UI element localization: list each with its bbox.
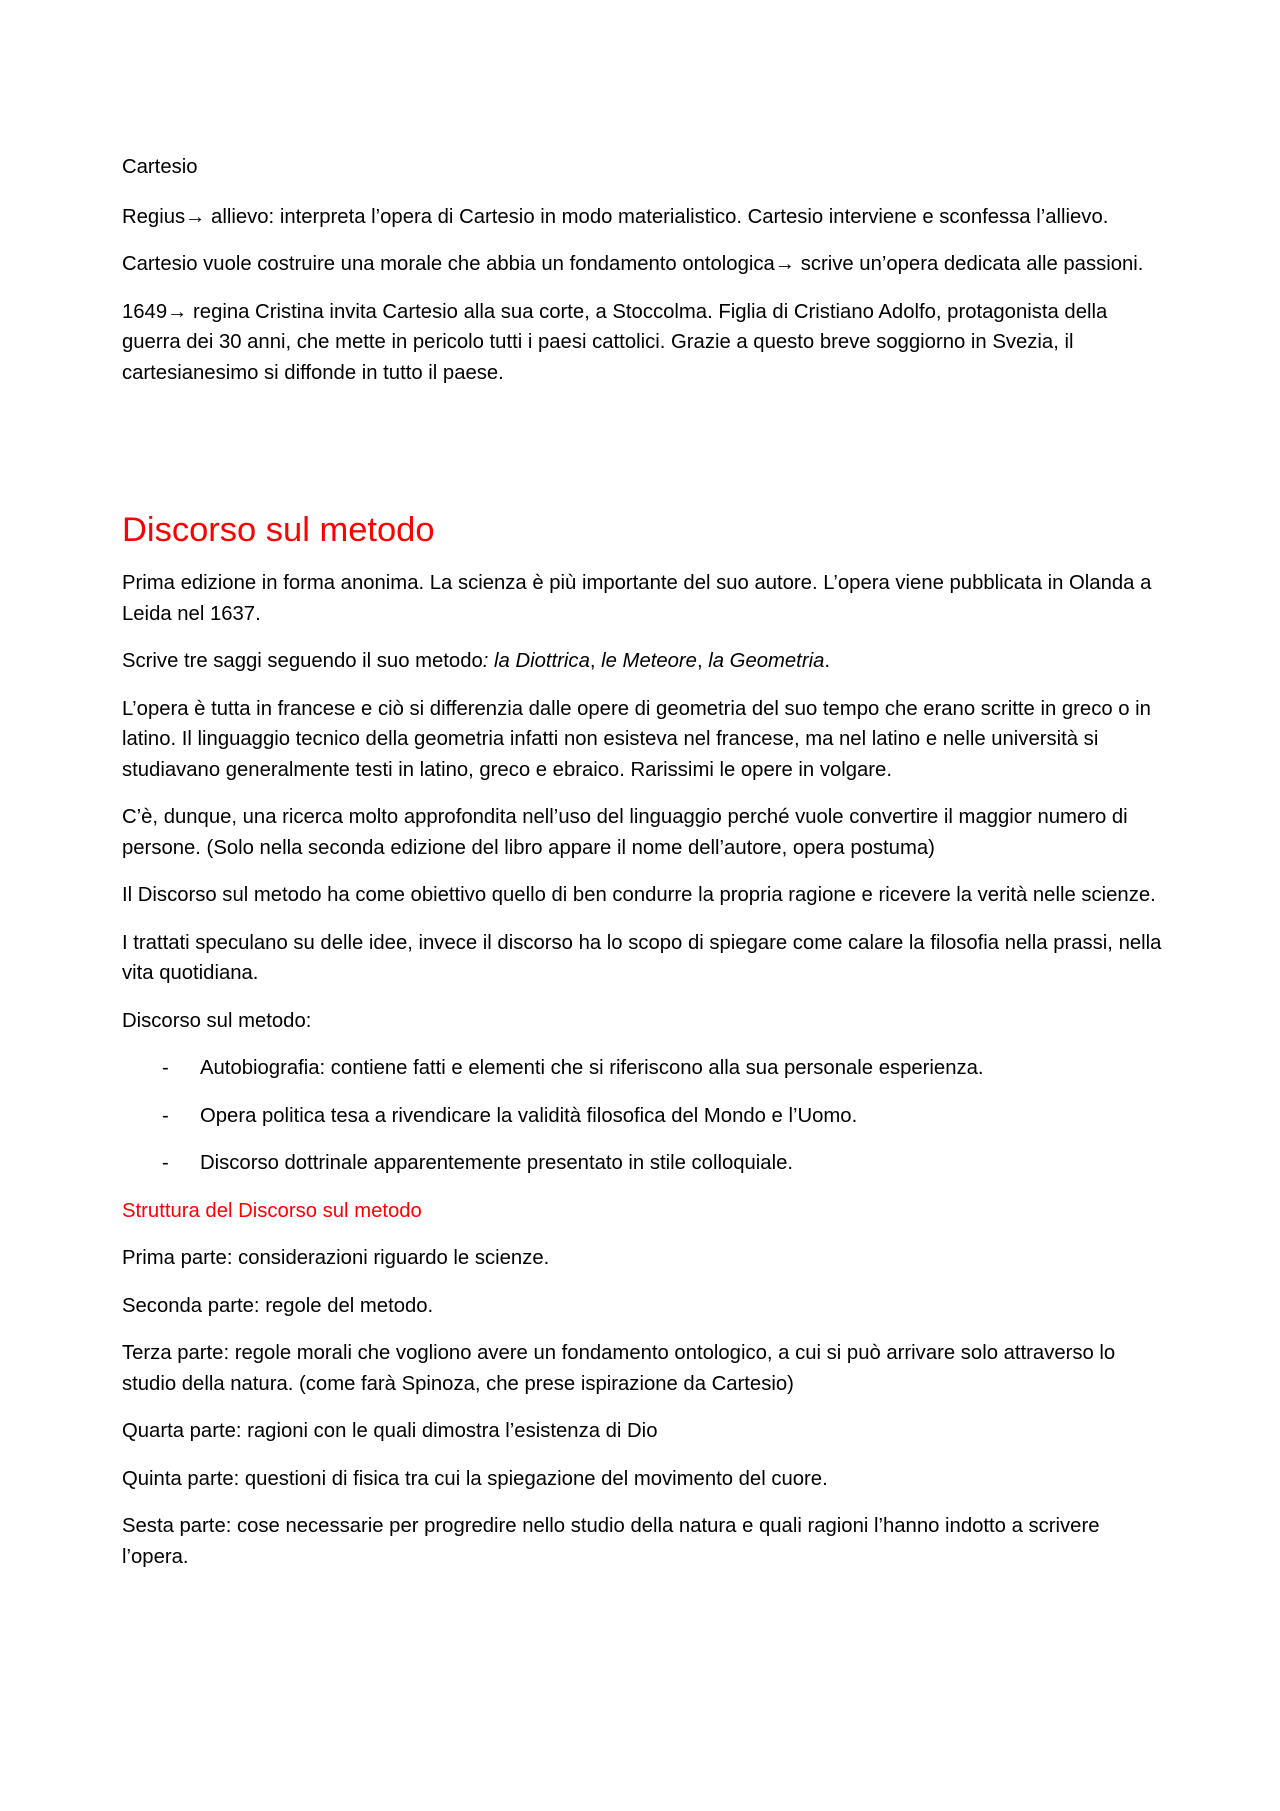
arrow-right-icon: → [774, 253, 796, 275]
saggi-end: . [824, 650, 830, 672]
saggi-paragraph [122, 646, 1168, 677]
year-1649-text: regina Cristina invita Cartesio alla sua corte, a Stoccolma. Figlia di Cristiano Adolfo, protagonista della guerra dei 30 anni, che mette in pericolo tutti i paesi cattolici. Grazie a questo breve soggiorno in Svezia, il cartesianesimo si diffonde in tutto il paese. [122, 300, 1108, 384]
sesta-parte: Sesta parte: cose necessarie per progredire nello studio della natura e quali ragioni l’hanno indotto a scrivere l’opera. [122, 1515, 1100, 1568]
linguaggio-paragraph: C’è, dunque, una ricerca molto approfondita nell’uso del linguaggio perché vuole convertire il maggior numero di persone. (Solo nella seconda edizione del libro appare il nome dell’autore, opera postuma) [122, 806, 1128, 859]
list-item-text: Discorso dottrinale apparentemente presentato in stile colloquiale. [200, 1152, 794, 1174]
lingua-francese-paragraph: L’opera è tutta in francese e ciò si differenzia dalle opere di geometria del suo tempo che erano scritte in greco o in latino. Il linguaggio tecnico della geometria infatti non esisteva nel francese, ma nel latino e nelle università si studiavano generalmente testi in latino, greco e ebraico. Rarissimi le opere in volgare. [122, 697, 1151, 781]
arrow-right-icon: → [185, 205, 206, 228]
list-item-text: Opera politica tesa a rivendicare la validità filosofica del Mondo e l’Uomo. [200, 1104, 858, 1127]
saggi-sep-2: , [696, 650, 709, 672]
saggio-diottrica: la Diottrica [494, 650, 590, 672]
prima-parte: Prima parte: considerazioni riguardo le scienze. [122, 1247, 550, 1269]
morale-paragraph [122, 249, 1168, 280]
intro-title: Cartesio [122, 156, 198, 178]
regius-paragraph [122, 202, 1168, 233]
saggi-sep-1: , [589, 650, 602, 672]
morale-before: Cartesio vuole costruire una morale che abbia un fondamento ontologica [122, 253, 775, 275]
saggio-geometria: la Geometria [708, 650, 825, 672]
obiettivo-paragraph: Il Discorso sul metodo ha come obiettivo quello di ben condurre la propria ragione e ricevere la verità nelle scienze. [122, 884, 1156, 906]
terza-parte: Terza parte: regole morali che vogliono avere un fondamento ontologico, a cui si può arrivare solo attraverso lo studio della natura. (come farà Spinoza, che prese ispirazione da Cartesio) [122, 1342, 1116, 1395]
trattati-paragraph: I trattati speculano su delle idee, invece il discorso ha lo scopo di spiegare come calare la filosofia nella prassi, nella vita quotidiana. [122, 931, 1162, 984]
seconda-parte: Seconda parte: regole del metodo. [122, 1294, 434, 1317]
list-item [122, 1053, 1168, 1084]
dash-bullet-icon: - [162, 1152, 169, 1174]
regius-term: Regius [122, 205, 186, 228]
list-item-text: Autobiografia: contiene fatti e elementi che si riferiscono alla sua personale esperienza. [200, 1057, 984, 1079]
discorso-bullet-list [122, 1053, 1168, 1179]
year-1649-paragraph [122, 297, 1168, 389]
regius-text: allievo: interpreta l’opera di Cartesio in modo materialistico. Cartesio interviene e sconfessa l’allievo. [205, 205, 1109, 228]
saggi-colon: : [482, 650, 495, 672]
arrow-right-icon: → [167, 300, 188, 323]
dash-bullet-icon: - [162, 1104, 169, 1127]
saggio-meteore: le Meteore [601, 650, 697, 672]
section-spacer [122, 405, 1168, 508]
saggi-lead: Scrive tre saggi seguendo il suo metodo [122, 650, 483, 672]
quarta-parte: Quarta parte: ragioni con le quali dimostra l’esistenza di Dio [122, 1420, 658, 1442]
prima-edizione-paragraph: Prima edizione in forma anonima. La scienza è più importante del suo autore. L’opera viene pubblicata in Olanda a Leida nel 1637. [122, 572, 1152, 625]
morale-after: scrive un’opera dedicata alle passioni. [795, 253, 1144, 275]
list-intro: Discorso sul metodo: [122, 1009, 312, 1032]
struttura-heading: Struttura del Discorso sul metodo [122, 1199, 422, 1222]
list-item [122, 1148, 1168, 1179]
list-item [122, 1101, 1168, 1132]
quinta-parte: Quinta parte: questioni di fisica tra cui la spiegazione del movimento del cuore. [122, 1467, 828, 1490]
year-1649: 1649 [122, 300, 168, 323]
dash-bullet-icon: - [162, 1057, 169, 1079]
discorso-heading: Discorso sul metodo [122, 511, 435, 549]
